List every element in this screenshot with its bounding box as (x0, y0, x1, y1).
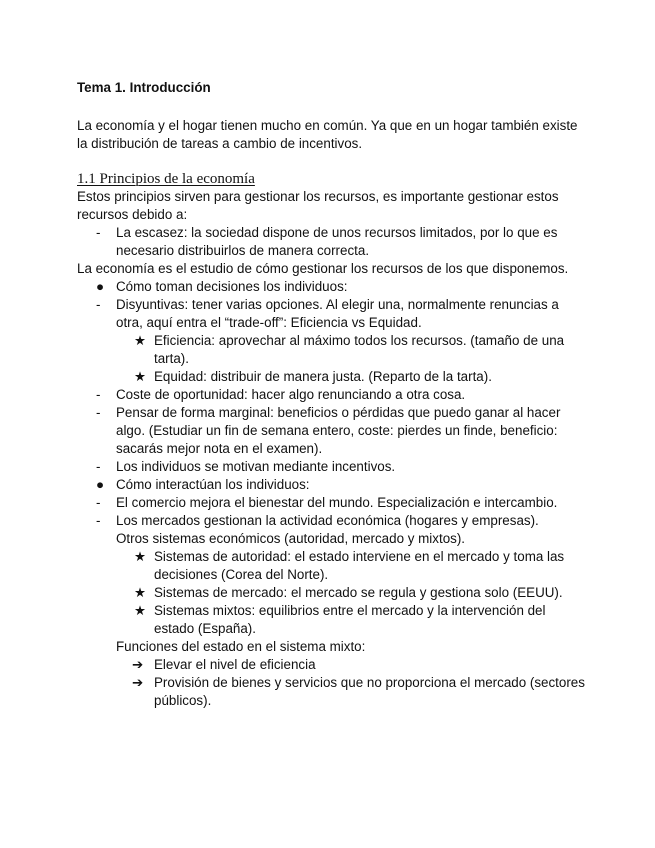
definition-paragraph: La economía es el estudio de cómo gestionar los recursos de los que disponemos. (77, 261, 569, 276)
star-bullet: ★ (134, 603, 147, 618)
sub-list-item (77, 548, 585, 584)
list-item-scarcity (77, 224, 585, 260)
list-item-text: Disyuntivas: tener varias opciones. Al elegir una, normalmente renuncias a otra, aquí entra el “trade-off”: Eficiencia vs Equidad. (116, 297, 559, 330)
dash-bullet: - (96, 225, 101, 240)
list-item-text: El comercio mejora el bienestar del mundo. Especialización e intercambio. (116, 495, 558, 510)
group-title-decisions (77, 278, 585, 296)
systems-intro: Otros sistemas económicos (autoridad, mercado y mixtos). (116, 531, 466, 546)
list-item-text: Eficiencia: aprovechar al máximo todos los recursos. (tamaño de una tarta). (154, 333, 565, 366)
section-block (77, 170, 585, 710)
star-bullet: ★ (134, 333, 147, 348)
sub-list-item (77, 674, 585, 710)
list-item-text: Sistemas mixtos: equilibrios entre el mercado y la intervención del estado (España). (154, 603, 546, 636)
list-item-text: Sistemas de autoridad: el estado interviene en el mercado y toma las decisiones (Corea del Norte). (154, 549, 565, 582)
functions-intro: Funciones del estado en el sistema mixto: (116, 639, 366, 654)
dot-bullet: ● (96, 279, 105, 294)
arrow-bullet: ➔ (132, 657, 144, 672)
dash-bullet: - (96, 513, 101, 528)
arrow-bullet: ➔ (132, 675, 144, 690)
list-item-text: Los mercados gestionan la actividad económica (hogares y empresas). (116, 513, 539, 528)
list-item (77, 512, 585, 530)
list-item (77, 494, 585, 512)
sub-list-item (77, 368, 585, 386)
list-item (77, 404, 585, 458)
star-bullet: ★ (134, 369, 147, 384)
list-item-text: Coste de oportunidad: hacer algo renunciando a otra cosa. (116, 387, 466, 402)
star-bullet: ★ (134, 549, 147, 564)
list-item-text: Cómo interactúan los individuos: (116, 477, 310, 492)
page-title: Tema 1. Introducción (77, 80, 211, 95)
dash-bullet: - (96, 387, 101, 402)
intro-paragraph: La economía y el hogar tienen mucho en común. Ya que en un hogar también existe la distribución de tareas a cambio de incentivos. (77, 118, 578, 151)
dash-bullet: - (96, 297, 101, 312)
dot-bullet: ● (96, 477, 105, 492)
dash-bullet: - (96, 405, 101, 420)
sub-list-item (77, 602, 585, 638)
list-item-text: Equidad: distribuir de manera justa. (Reparto de la tarta). (154, 369, 492, 384)
section-title: 1.1 Principios de la economía (77, 171, 255, 187)
list-item-text: Pensar de forma marginal: beneficios o pérdidas que puedo ganar al hacer algo. (Estudiar un fin de semana entero, coste: pierdes un finde, beneficio: sacarás mejor nota en el examen). (116, 405, 561, 456)
list-item-text: Los individuos se motivan mediante incentivos. (116, 459, 396, 474)
sub-list-item (77, 332, 585, 368)
list-item-text: Elevar el nivel de eficiencia (154, 657, 316, 672)
sub-list-item (77, 584, 585, 602)
section-intro: Estos principios sirven para gestionar los recursos, es importante gestionar estos recursos debido a: (77, 189, 559, 222)
list-item-text: Provisión de bienes y servicios que no proporciona el mercado (sectores públicos). (154, 675, 585, 708)
list-item (77, 386, 585, 404)
dash-bullet: - (96, 495, 101, 510)
dash-bullet: - (96, 459, 101, 474)
list-item-text: Cómo toman decisiones los individuos: (116, 279, 348, 294)
list-item-text: La escasez: la sociedad dispone de unos recursos limitados, por lo que es necesario distribuirlos de manera correcta. (116, 225, 558, 258)
group-title-interactions (77, 476, 585, 494)
star-bullet: ★ (134, 585, 147, 600)
list-item (77, 458, 585, 476)
list-item-text: Sistemas de mercado: el mercado se regula y gestiona solo (EEUU). (154, 585, 563, 600)
sub-list-item (77, 656, 585, 674)
list-item (77, 296, 585, 332)
